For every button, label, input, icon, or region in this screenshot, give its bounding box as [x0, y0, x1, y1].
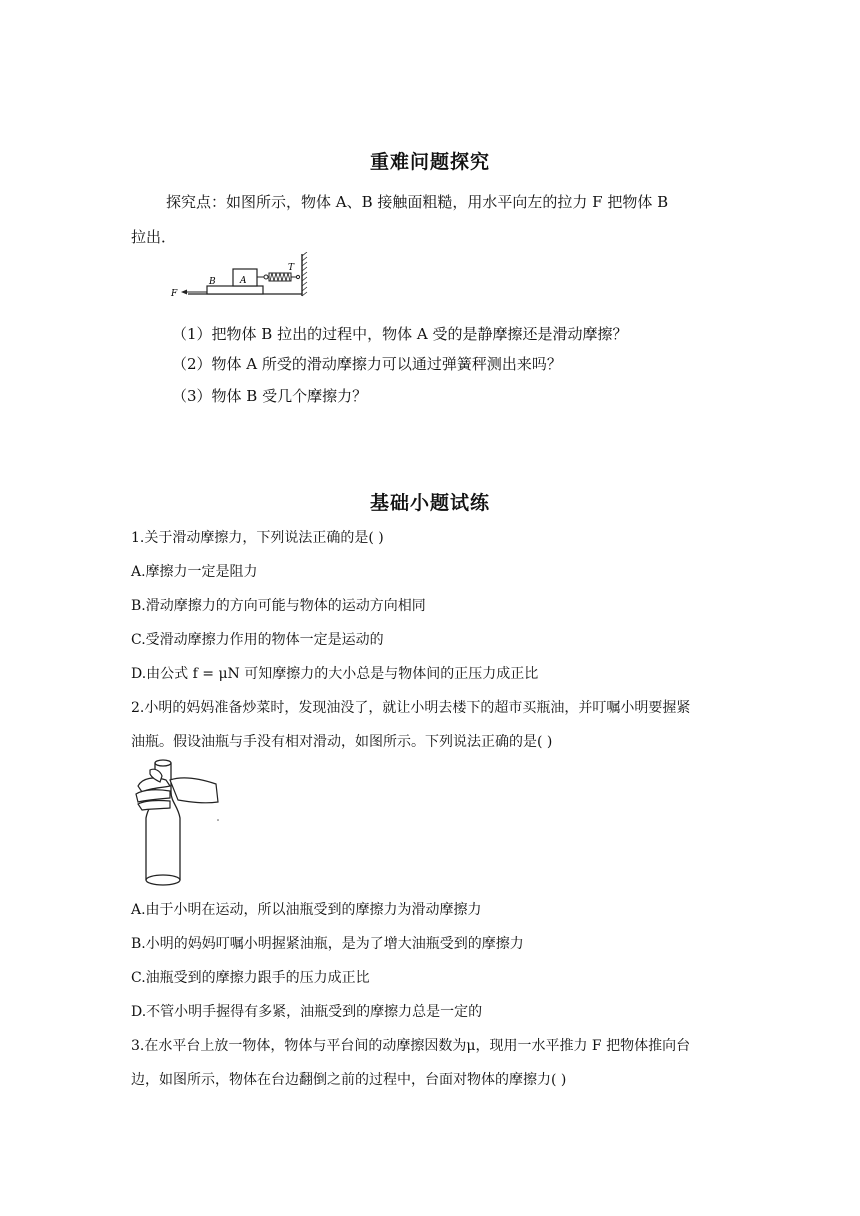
inquiry-intro-line1: 探究点：如图所示，物体 A、B 接触面粗糙，用水平向左的拉力 F 把物体 B: [166, 193, 669, 211]
q1-option-a: A.摩擦力一定是阻力: [131, 564, 258, 580]
inquiry-intro-line2: 拉出．: [131, 228, 177, 246]
spring-scale: [269, 273, 291, 281]
q2-option-d: D.不管小明手握得有多紧，油瓶受到的摩擦力总是一定的: [131, 1004, 483, 1020]
inquiry-question-3: （3）物体 B 受几个摩擦力？: [172, 387, 368, 405]
hand: [136, 769, 218, 810]
section-title-inquiry: 重难问题探究: [369, 151, 490, 173]
q2-option-b: B.小明的妈妈叮嘱小明握紧油瓶，是为了增大油瓶受到的摩擦力: [131, 936, 524, 952]
hand-bottle-figure: [130, 758, 226, 890]
label-b: B: [209, 277, 216, 287]
label-f: F: [171, 289, 178, 299]
q2-option-c: C.油瓶受到的摩擦力跟手的压力成正比: [131, 970, 370, 986]
force-arrow: [181, 290, 187, 295]
blocks-spring-figure: [168, 252, 310, 302]
q2-stem-line1: 2.小明的妈妈准备炒菜时，发现油没了，就让小明去楼下的超市买瓶油，并叮嘱小明要握紧: [131, 700, 691, 716]
q2-stem-line2: 油瓶。假设油瓶与手没有相对滑动，如图所示。下列说法正确的是( ): [131, 734, 553, 750]
q1-option-b: B.滑动摩擦力的方向可能与物体的运动方向相同: [131, 598, 426, 614]
label-a: A: [240, 276, 247, 286]
label-t: T: [288, 263, 295, 273]
q1-stem: 1.关于滑动摩擦力，下列说法正确的是( ): [131, 530, 384, 546]
inquiry-question-2: （2）物体 A 所受的滑动摩擦力可以通过弹簧秤测出来吗？: [172, 355, 562, 373]
q3-stem-line1: 3.在水平台上放一物体，物体与平台间的动摩擦因数为μ，现用一水平推力 F 把物体推向台: [131, 1038, 691, 1054]
q3-stem-line2: 边，如图所示，物体在台边翻倒之前的过程中，台面对物体的摩擦力( ): [131, 1072, 567, 1088]
q2-option-a: A.由于小明在运动，所以油瓶受到的摩擦力为滑动摩擦力: [131, 902, 482, 918]
block-b: [207, 286, 263, 294]
q1-option-d: D.由公式 f = μN 可知摩擦力的大小总是与物体间的正压力成正比: [131, 666, 539, 682]
section-title-practice: 基础小题试练: [369, 492, 490, 514]
q1-option-c: C.受滑动摩擦力作用的物体一定是运动的: [131, 632, 384, 648]
inquiry-question-1: （1）把物体 B 拉出的过程中，物体 A 受的是静摩擦还是滑动摩擦？: [172, 325, 628, 343]
